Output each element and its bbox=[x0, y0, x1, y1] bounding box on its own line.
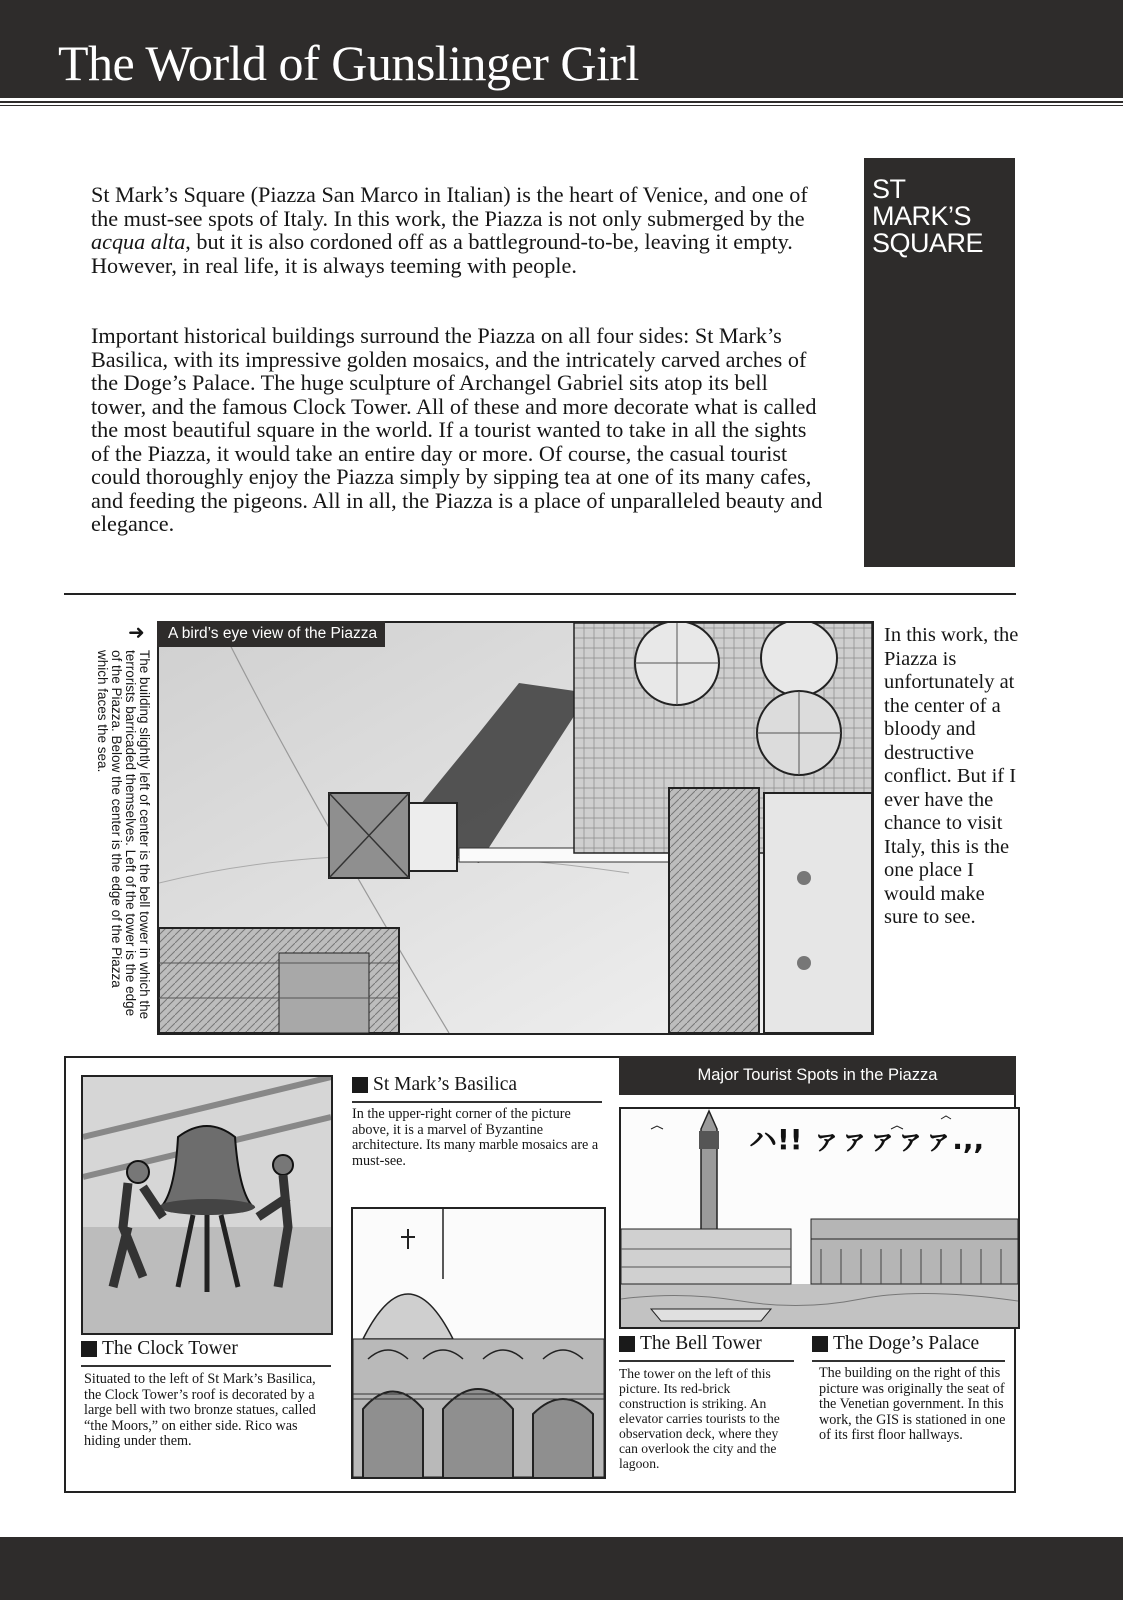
intro-paragraph-2: Important historical buildings surround the Piazza on all four sides: St Mark’s Basilica, with its impressive golden mosaics, and the intricately carved arches of the Doge’s Palace. The huge sculpture of Archangel Gabriel sits atop its bell tower, and the famous Clock Tower. All of these and more decorate what is called the most beautiful square in the world. If a tourist wanted to take in all the sights of the Piazza, it would take an entire day or more. Of course, the casual tourist could thoroughly enjoy the Piazza simply by sipping tea at one of its many cafes, and feeding the pigeons. All in all, the Piazza is a place of unparalleled beauty and elegance. bbox=[91, 323, 823, 536]
bell-tower-description: The tower on the left of this picture. Its red-brick construction is striking. An elevator carries tourists to the observation deck, where they can overlook the city and the lagoon. bbox=[619, 1366, 780, 1471]
basilica-title-text: St Mark’s Basilica bbox=[373, 1074, 518, 1095]
waterfront-illustration bbox=[621, 1109, 1018, 1327]
page-footer-bar bbox=[0, 1537, 1123, 1600]
intro-paragraph-1 bbox=[91, 183, 826, 277]
intro-p1-start: St Mark’s Square (Piazza San Marco in Italian) is the heart of Venice, and one of the must-see spots of Italy. In this work, the Piazza is not only submerged by the bbox=[91, 182, 808, 231]
bell-tower-rule bbox=[619, 1360, 794, 1362]
section-title-line: MARK’S bbox=[872, 201, 972, 231]
aerial-illustration bbox=[159, 623, 872, 1033]
page-title: The World of Gunslinger Girl bbox=[58, 35, 639, 91]
clock-tower-rule bbox=[81, 1365, 331, 1367]
doges-palace-title bbox=[812, 1333, 979, 1355]
header-rule-thin bbox=[0, 105, 1123, 106]
clock-tower-title bbox=[81, 1338, 238, 1360]
bullet-square-icon bbox=[352, 1077, 368, 1093]
tourist-spots-header: Major Tourist Spots in the Piazza bbox=[619, 1056, 1016, 1095]
clock-tower-illustration bbox=[83, 1077, 331, 1333]
doges-palace-description: The building on the right of this picture was originally the seat of the Venetian government. In this work, the GIS is stationed in one of its first floor hallways. bbox=[819, 1365, 1006, 1443]
sfx-text: ハ!! ァァァァァ.,, bbox=[749, 1123, 985, 1156]
bell-tower-title bbox=[619, 1333, 762, 1355]
doges-palace-rule bbox=[812, 1360, 1005, 1362]
clock-tower-title-text: The Clock Tower bbox=[102, 1338, 238, 1359]
aerial-view-image bbox=[157, 621, 874, 1035]
basilica-description: In the upper-right corner of the picture above, it is a marvel of Byzantine architecture. Its many marble mosaics are a must-see. bbox=[352, 1106, 599, 1169]
section-title-line: SQUARE bbox=[872, 228, 984, 258]
aerial-image-label: A bird’s eye view of the Piazza bbox=[157, 621, 385, 647]
aerial-vertical-caption: The building slightly left of center is the bell tower in which the terrorists barricaded themselves. Left of the tower is the edge of the Piazza. Below the center is the edge of the Piazza which faces the sea. bbox=[95, 650, 152, 1020]
clock-tower-image bbox=[81, 1075, 333, 1335]
bell-tower-title-text: The Bell Tower bbox=[640, 1333, 762, 1354]
clock-tower-description: Situated to the left of St Mark’s Basilica, the Clock Tower’s roof is decorated by a large bell with two bronze statues, called “the Moors,” on either side. Rico was hiding under them. bbox=[84, 1371, 316, 1449]
doges-palace-title-text: The Doge’s Palace bbox=[833, 1333, 980, 1354]
caption-arrow-icon: ➜ bbox=[128, 620, 145, 644]
bullet-square-icon bbox=[81, 1341, 97, 1357]
basilica-rule bbox=[352, 1101, 602, 1103]
basilica-image bbox=[351, 1207, 606, 1479]
intro-italic-term: acqua alta bbox=[91, 229, 186, 254]
bell-tower-palace-image bbox=[619, 1107, 1020, 1329]
author-note: In this work, the Piazza is unfortunately at the center of a bloody and destructive conflict. But if I ever have the chance to visit Italy, this is the one place I would make sure to see. bbox=[884, 624, 1019, 928]
bullet-square-icon bbox=[812, 1336, 828, 1352]
section-divider bbox=[64, 593, 1016, 595]
header-rule bbox=[0, 101, 1123, 103]
section-title bbox=[872, 176, 1012, 257]
basilica-title bbox=[352, 1074, 517, 1096]
section-title-line: ST bbox=[872, 174, 906, 204]
basilica-illustration bbox=[353, 1209, 604, 1477]
bullet-square-icon bbox=[619, 1336, 635, 1352]
intro-p1-end: , but it is also cordoned off as a battleground-to-be, leaving it empty. However, in real life, it is always teeming with people. bbox=[91, 229, 793, 278]
